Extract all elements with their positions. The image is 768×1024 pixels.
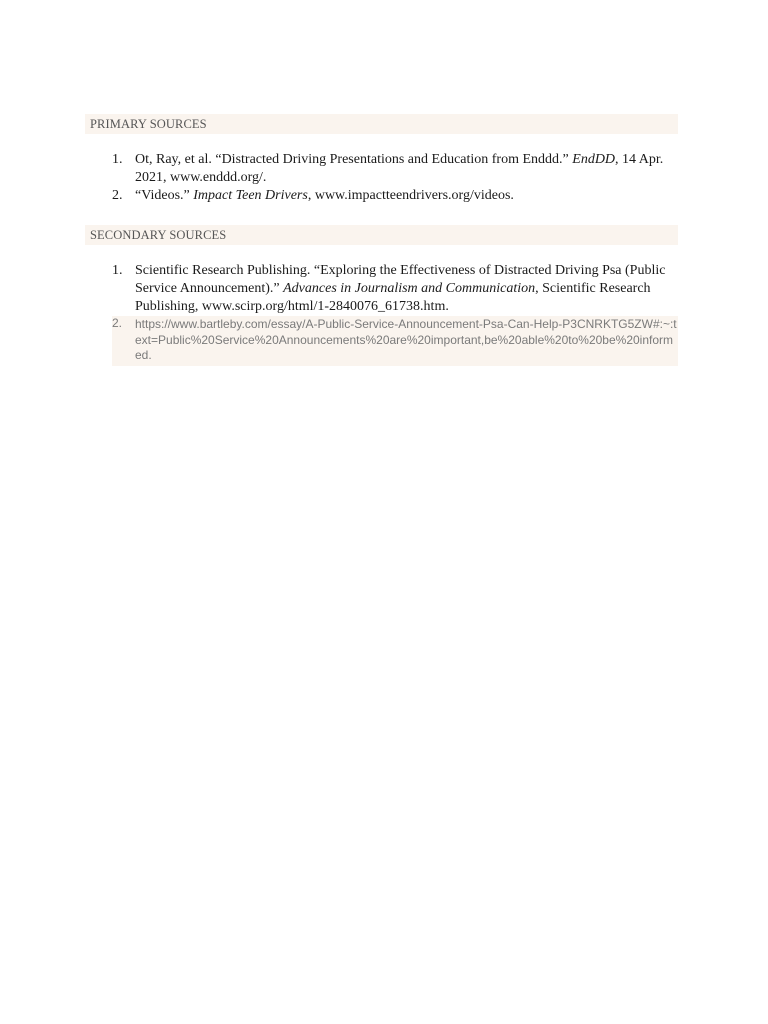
citation-source-title: EndDD — [572, 152, 616, 167]
primary-sources-list — [112, 151, 678, 205]
secondary-sources-heading: SECONDARY SOURCES — [85, 225, 678, 245]
list-number: 1. — [112, 263, 123, 278]
list-number: 2. — [112, 188, 123, 203]
secondary-sources-list — [112, 262, 678, 366]
citation-source-title: Advances in Journalism and Communication — [283, 281, 536, 296]
citation-text: Scientific Research Publishing. “Exploring the Effectiveness of Distracted Driving Psa (Public Service Announcement).” — [135, 263, 666, 296]
citation-url[interactable]: https://www.bartleby.com/essay/A-Public-Service-Announcement-Psa-Can-Help-P3CNRKTG5ZW#:~:text=Public%20Service%20Announcements%20are%20important,be%20able%20to%20be%20informed. — [135, 317, 677, 362]
citation-source-title: Impact Teen Drivers — [193, 188, 308, 203]
citation-text: “Videos.” — [135, 188, 194, 203]
list-number: 2. — [112, 316, 123, 330]
citation-text: Ot, Ray, et al. “Distracted Driving Presentations and Education from Enddd.” — [135, 152, 573, 167]
secondary-source-1 — [112, 262, 678, 316]
citation-details: , www.impactteendrivers.org/videos. — [307, 188, 514, 203]
primary-source-2 — [112, 187, 678, 205]
primary-source-1 — [112, 151, 678, 187]
secondary-source-2 — [112, 316, 678, 366]
list-number: 1. — [112, 152, 123, 167]
primary-sources-heading: PRIMARY SOURCES — [85, 114, 678, 134]
citation-details: , Scientific Research Publishing, www.scirp.org/html/1-2840076_61738.htm. — [135, 281, 651, 314]
citation-details: , 14 Apr. 2021, www.enddd.org/. — [135, 152, 664, 185]
